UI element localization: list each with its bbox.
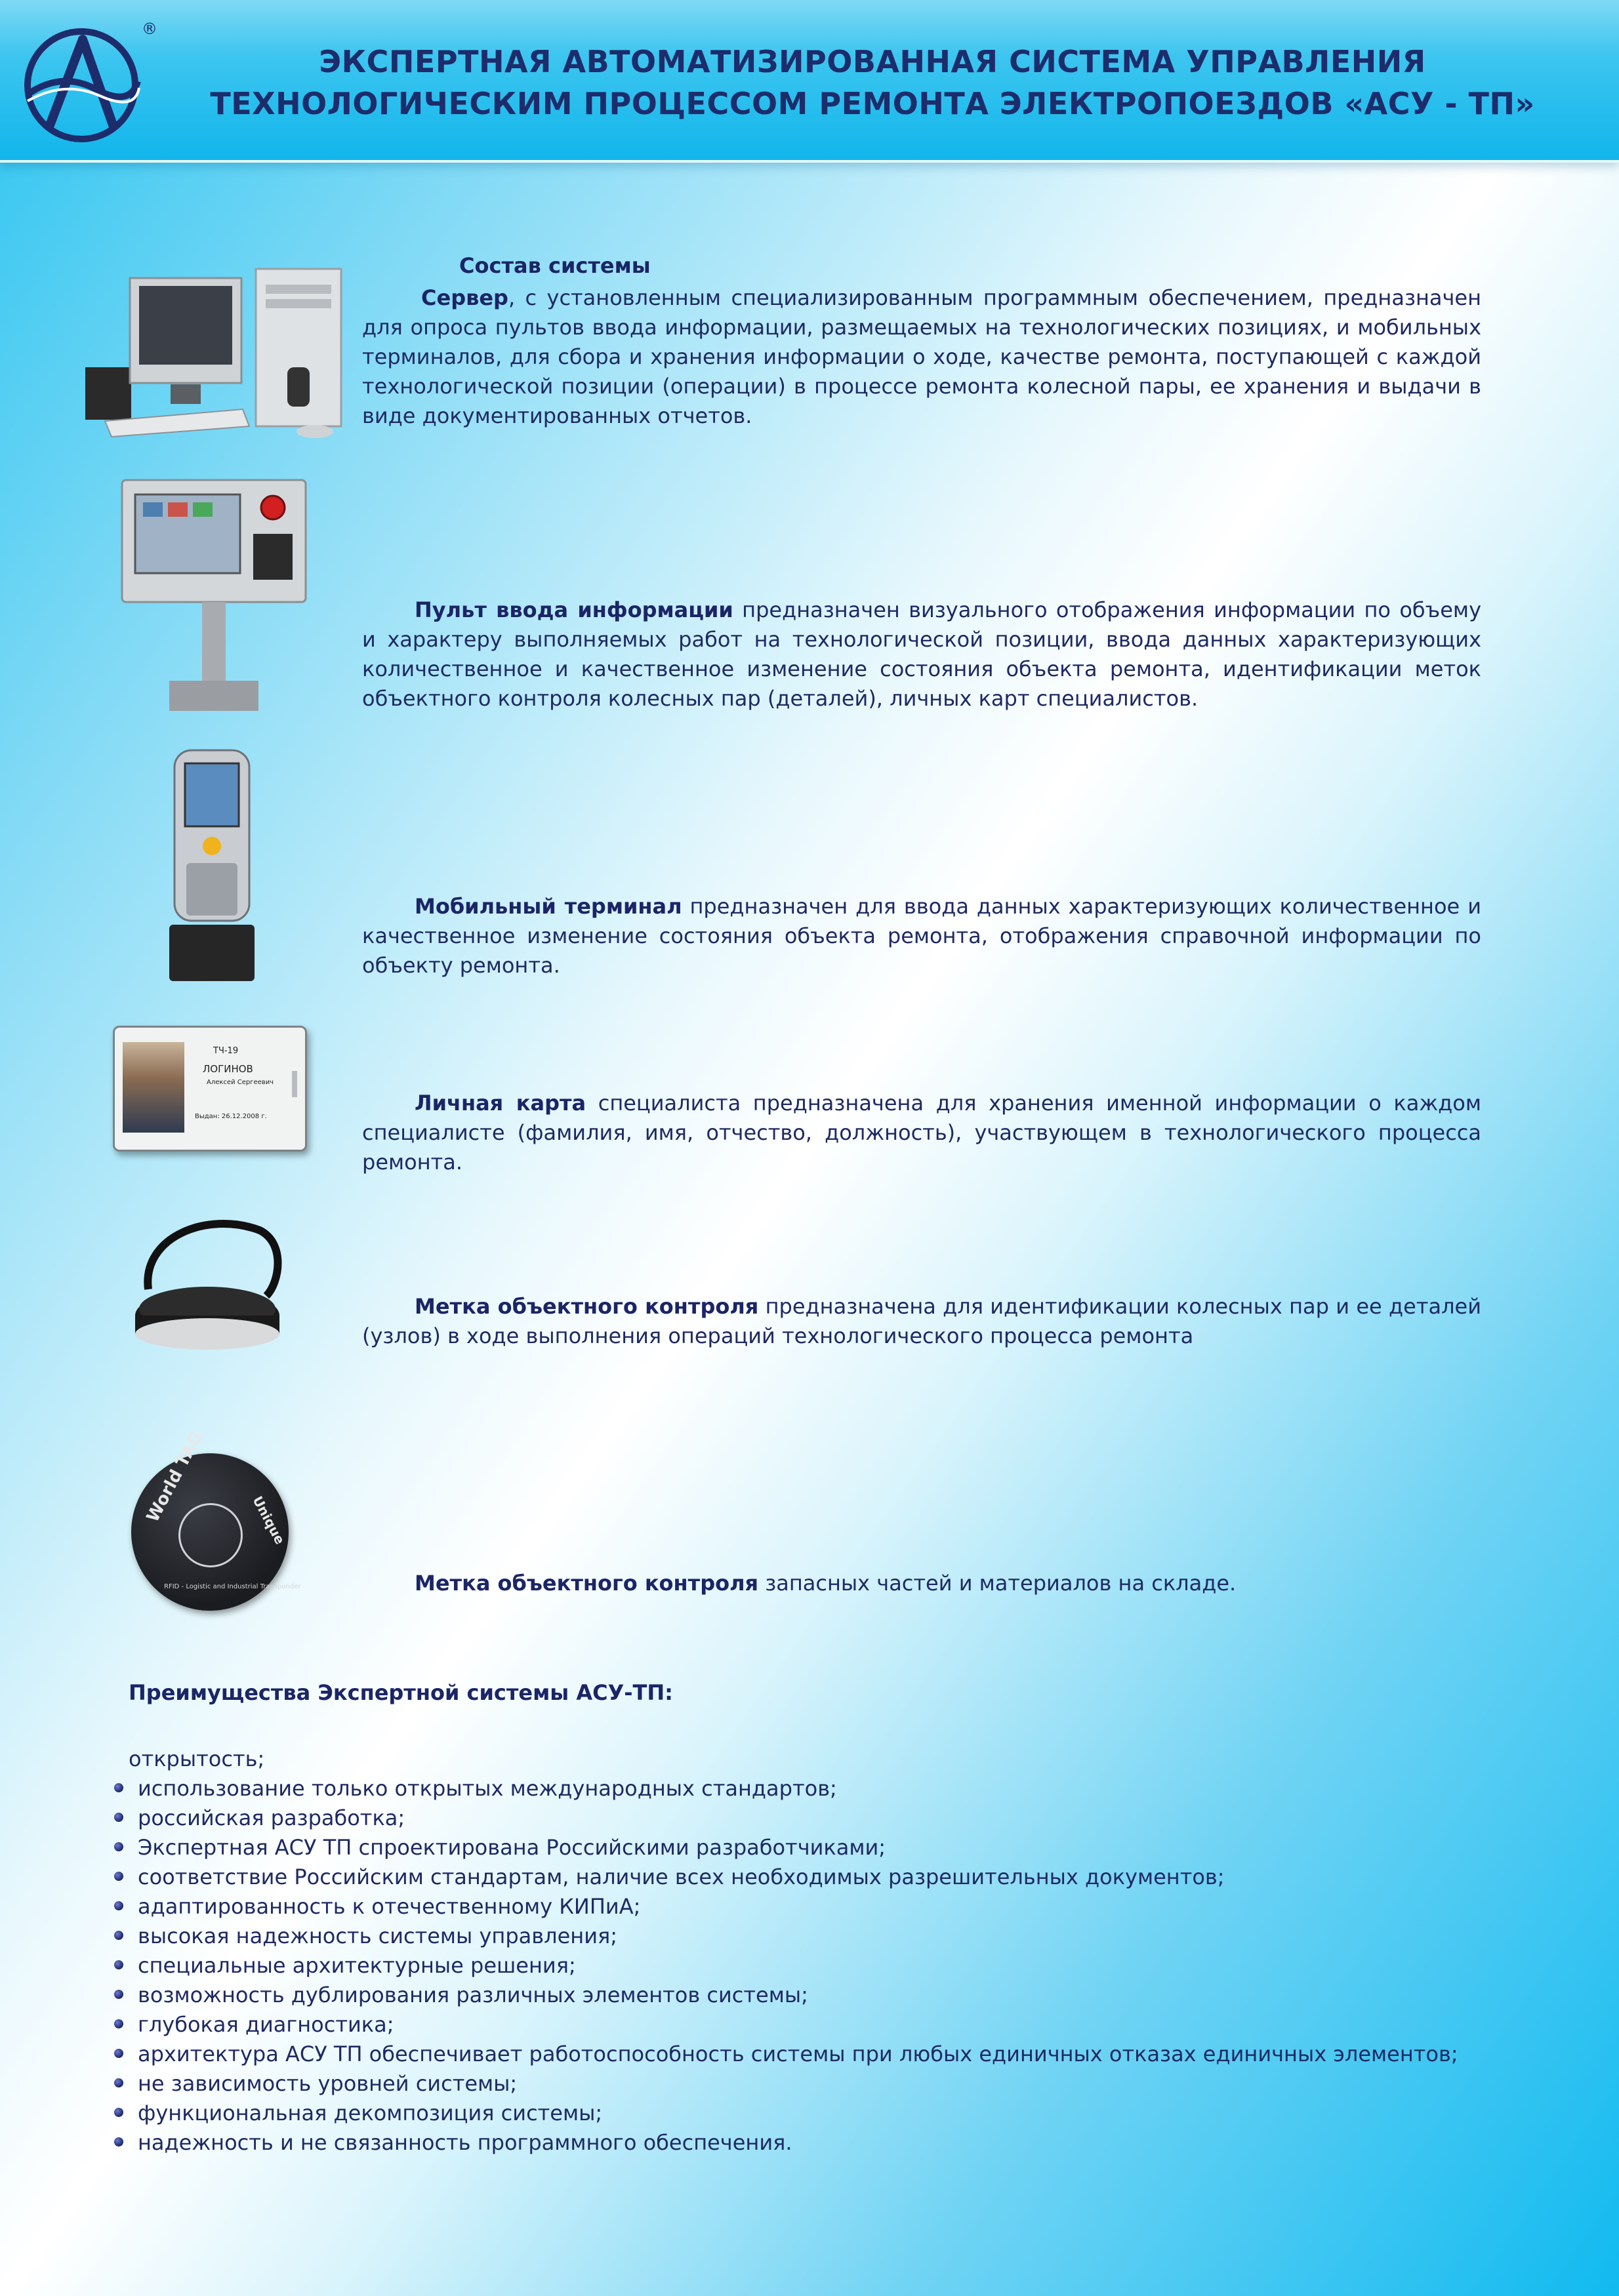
registered-mark: ® — [142, 20, 157, 38]
tag-disc-text: запасных частей и материалов на складе. — [758, 1571, 1237, 1596]
advantages-item: возможность дублирования различных элементов системы; — [129, 1981, 1572, 2010]
terminal-text: предназначен для ввода данных характеризующих количественное и качественное изменение состояния объекта ремонта, отображения справочной информации по объекту ремонта. — [362, 894, 1482, 978]
card-label: Личная карта — [415, 1091, 586, 1116]
terminal-description — [362, 892, 1481, 980]
server-description — [362, 283, 1481, 431]
card-name: Алексей Сергеевич — [207, 1079, 274, 1086]
disc-text-bottom: RFID - Logistic and Industrial Transponder — [164, 1583, 301, 1590]
company-logo — [22, 17, 154, 148]
server-computer-image — [79, 269, 367, 439]
title-line-2: ТЕХНОЛОГИЧЕСКИМ ПРОЦЕССОМ РЕМОНТА ЭЛЕКТРОПОЕЗДОВ «АСУ - ТП» — [210, 86, 1535, 121]
mobile-terminal-image — [163, 748, 261, 984]
tag-disc-label: Метка объектного контроля — [415, 1571, 759, 1596]
title-line-1: ЭКСПЕРТНАЯ АВТОМАТИЗИРОВАННАЯ СИСТЕМА УПРАВЛЕНИЯ — [319, 44, 1426, 79]
disc-text-top: World TAG — [143, 1428, 207, 1526]
tag-loop-label: Метка объектного контроля — [415, 1294, 759, 1319]
advantages-item: Экспертная АСУ ТП спроектирована Российскими разработчиками; — [129, 1833, 1572, 1863]
advantages-item: не зависимость уровней системы; — [129, 2069, 1572, 2099]
server-label: Сервер — [421, 285, 508, 310]
section-heading: Состав системы — [459, 253, 651, 278]
header-banner — [0, 0, 1619, 163]
console-text: предназначен визуального отображения информации по объему и характеру выполняемых работ на технологической позиции, ввода данных характеризующих количественное и качественное изменение состояния объекта ремонта, идентификации меток объектного контроля колесных пар (деталей), личных карт специалистов. — [362, 597, 1482, 711]
card-description — [362, 1089, 1481, 1177]
advantages-item: надежность и не связанность программного обеспечения. — [129, 2128, 1572, 2158]
advantages-item: адаптированность к отечественному КИПиА; — [129, 1892, 1572, 1922]
input-console-image — [115, 473, 312, 716]
advantages-list — [129, 1774, 1572, 2158]
advantages-item: функциональная декомпозиция системы; — [129, 2099, 1572, 2128]
card-photo — [123, 1042, 184, 1133]
advantages-item: российская разработка; — [129, 1803, 1572, 1833]
advantages-title: Преимущества Экспертной системы АСУ-ТП: — [129, 1680, 673, 1705]
card-surname: ЛОГИНОВ — [203, 1063, 253, 1075]
advantages-item: использование только открытых международных стандартов; — [129, 1774, 1572, 1803]
page-title — [171, 41, 1574, 125]
advantages-section — [129, 1680, 1572, 2158]
object-tag-disc-image — [131, 1428, 301, 1611]
advantages-item: высокая надежность системы управления; — [129, 1922, 1572, 1951]
tag-disc-description — [362, 1569, 1481, 1598]
personal-card-image — [113, 1026, 307, 1152]
advantages-item: специальные архитектурные решения; — [129, 1951, 1572, 1981]
console-description — [362, 595, 1481, 714]
advantages-item: архитектура АСУ ТП обеспечивает работоспособность системы при любых единичных отказах единичных элементов; — [129, 2040, 1572, 2069]
disc-text-right: Unique — [249, 1493, 288, 1547]
tag-loop-description — [362, 1292, 1481, 1351]
card-chip — [292, 1071, 297, 1097]
advantages-item: соответствие Российским стандартам, наличие всех необходимых разрешительных документов; — [129, 1863, 1572, 1892]
card-issued: Выдан: 26.12.2008 г. — [195, 1113, 267, 1120]
console-label: Пульт ввода информации — [415, 597, 733, 622]
terminal-label: Мобильный терминал — [415, 894, 682, 919]
server-text: , с установленным специализированным программным обеспечением, предназначен для опроса пультов ввода информации, размещаемых на технологических позициях, и мобильных терминалов, для сбора и хранения информации о ходе, качестве ремонта, поступающей с каждой технологической позиции (операции) в процессе ремонта колесной пары, ее хранения и выдачи в виде документированных отчетов. — [362, 285, 1481, 428]
card-org: ТЧ-19 — [213, 1046, 239, 1056]
advantages-item: глубокая диагностика; — [129, 2010, 1572, 2040]
object-tag-loop-image — [129, 1211, 293, 1361]
disc-globe-icon — [178, 1503, 243, 1567]
advantages-intro: открытость; — [129, 1746, 265, 1771]
card-text: специалиста предназначена для хранения именной информации о каждом специалисте (фамилия, имя, отчество, должность), участвующем в технологического процесса ремонта. — [362, 1091, 1482, 1175]
tag-loop-text: предназначена для идентификации колесных пар и ее деталей (узлов) в ходе выполнения операций технологического процесса ремонта — [362, 1294, 1482, 1348]
